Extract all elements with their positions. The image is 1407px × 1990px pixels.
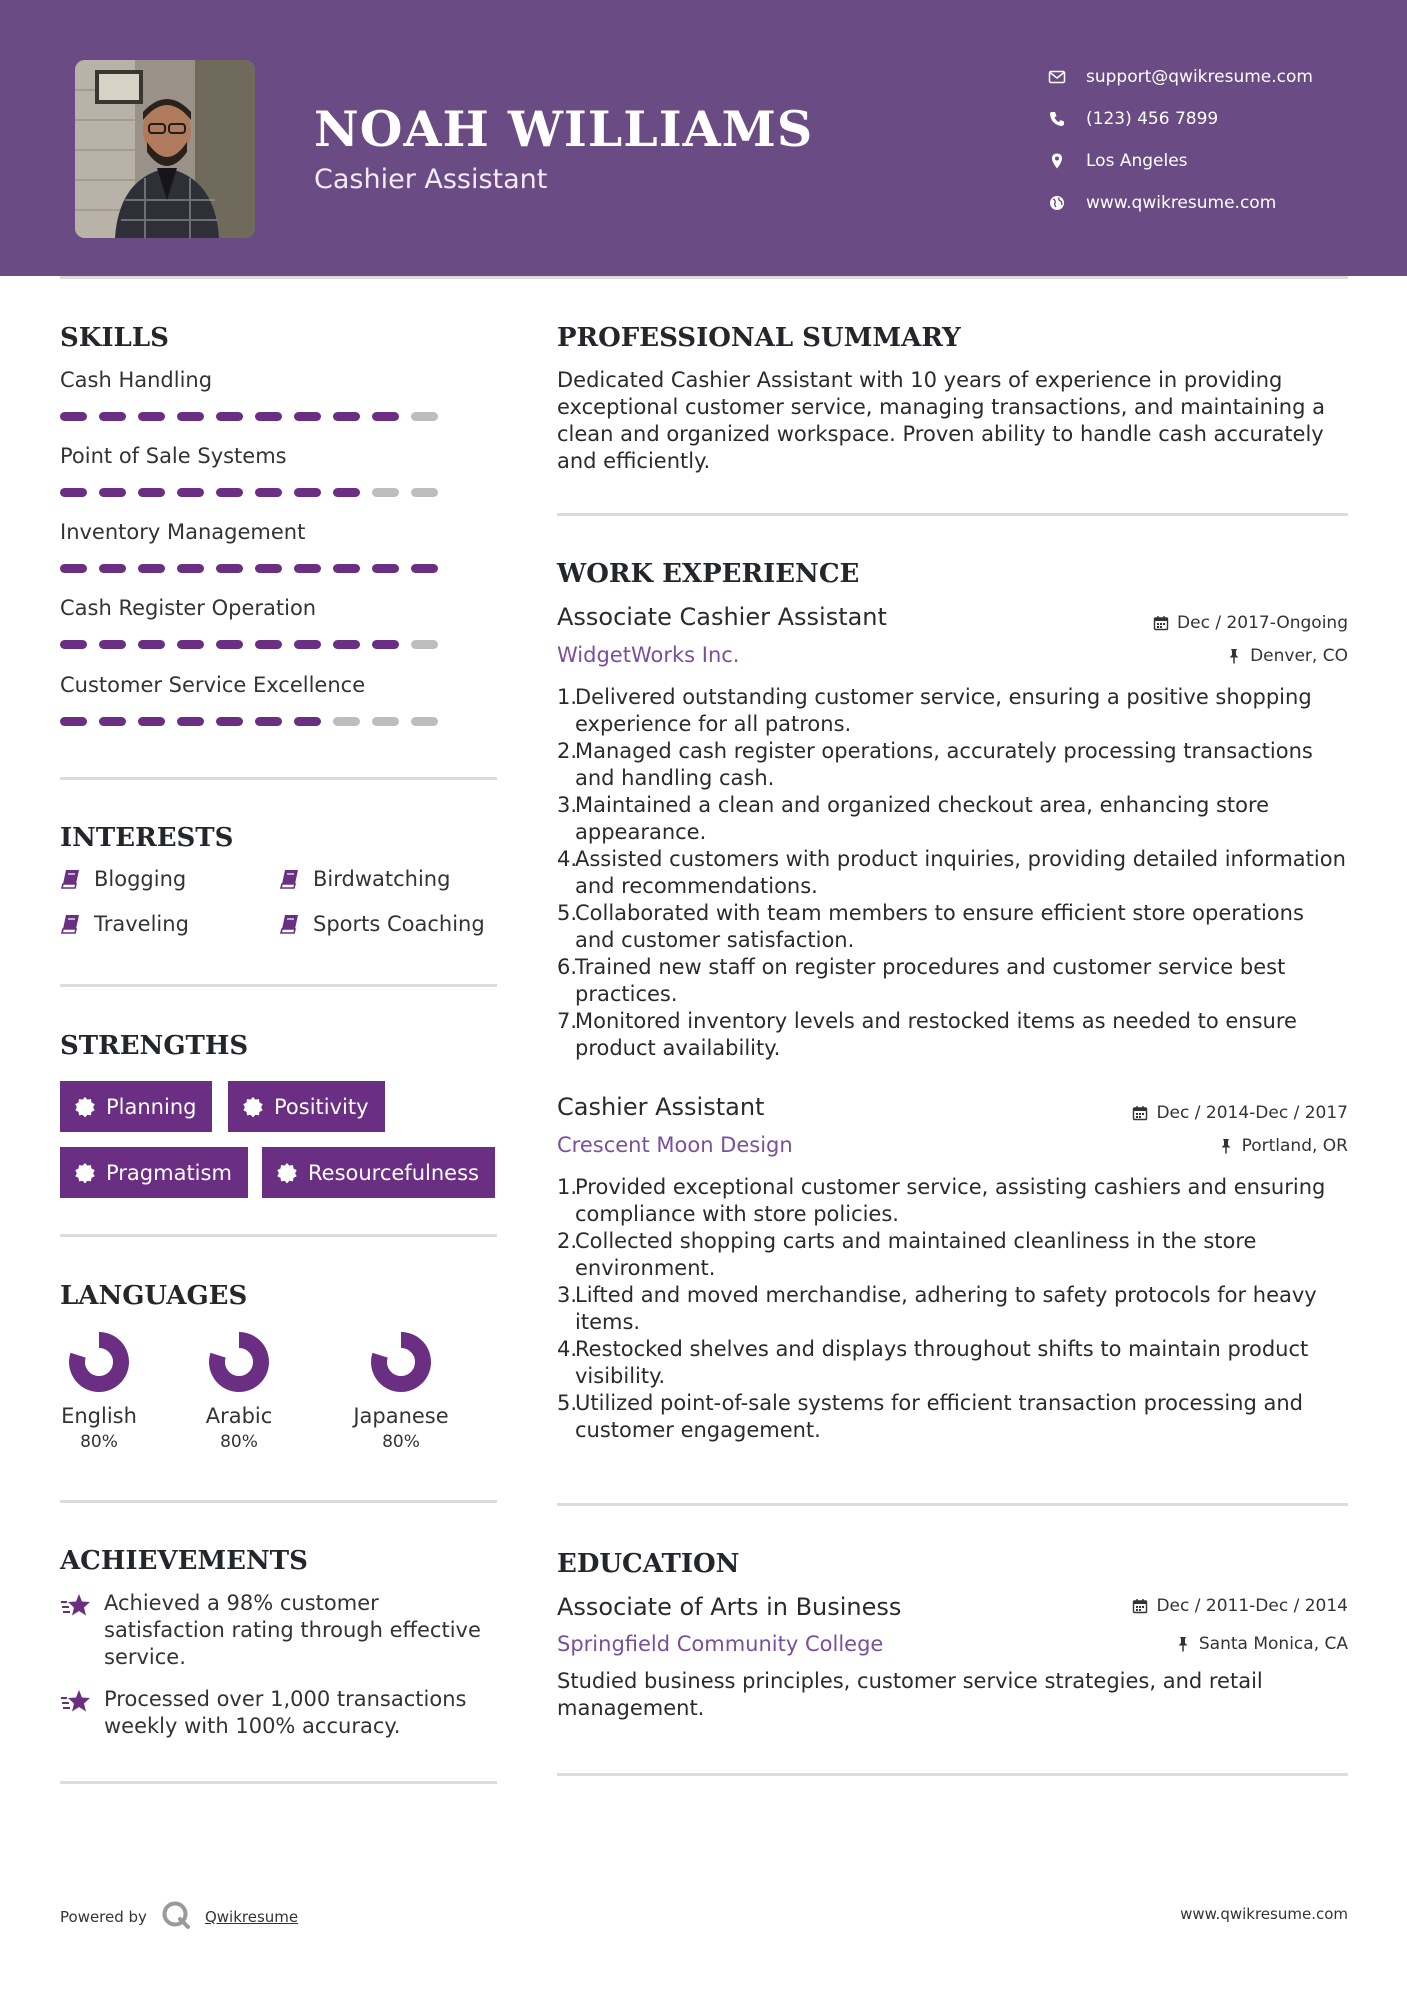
bullet-number: 1. [557,685,578,709]
skill-dot [177,412,204,421]
achievement-item [60,1590,500,1671]
education-location-text: Santa Monica, CA [1198,1634,1348,1654]
book-icon [279,868,301,890]
star-icon [60,1592,92,1620]
bullet-number: 7. [557,1009,578,1033]
skill-dot [294,640,321,649]
language-gauge [369,1330,433,1394]
skill-dot [216,640,243,649]
education-heading: EDUCATION [557,1549,740,1579]
bullet-text: Collected shopping carts and maintained cleanliness in the store environment. [575,1229,1257,1280]
skills-divider [60,777,497,780]
job-location-text: Denver, CO [1250,646,1348,666]
skill-dot [333,717,360,726]
skill-rating [60,564,480,573]
book-icon [60,868,82,890]
interests-divider [60,984,497,987]
job-role: Cashier Assistant [557,1093,765,1121]
footer-powered-by [60,1900,298,1934]
job-bullet [557,1282,1347,1336]
skill-dot [216,717,243,726]
interest-item [279,912,485,936]
job-bullet [557,846,1347,900]
badge-icon [74,1096,96,1118]
interest-item [60,867,186,891]
skill-dot [255,564,282,573]
star-icon [60,1688,92,1716]
strength-tag [228,1081,385,1132]
skill-dot [333,640,360,649]
contact-email-text: support@qwikresume.com [1086,67,1313,87]
skill-dot [372,412,399,421]
bullet-text: Provided exceptional customer service, assisting cashiers and ensuring compliance with store policies. [575,1175,1326,1226]
bullet-text: Assisted customers with product inquiries, providing detailed information and recommendations. [575,847,1346,898]
skill-dot [99,412,126,421]
skill-dot [60,640,87,649]
language-name: English [61,1404,137,1428]
skill-dot [99,717,126,726]
skill-item [60,368,480,421]
powered-by-label: Powered by [60,1908,147,1926]
skill-dot [411,412,438,421]
achievement-text: Processed over 1,000 transactions weekly with 100% accuracy. [104,1687,467,1738]
education-school: Springfield Community College [557,1632,884,1656]
bullet-text: Maintained a clean and organized checkout area, enhancing store appearance. [575,793,1270,844]
education-date-text: Dec / 2011-Dec / 2014 [1156,1596,1348,1616]
bullet-number: 2. [557,739,578,763]
skill-dot [411,488,438,497]
job-bullet [557,738,1347,792]
contact-email[interactable] [1048,56,1378,98]
job-bullets [557,1174,1347,1444]
skills-heading: SKILLS [60,323,169,353]
envelope-icon [1048,68,1086,86]
job-location-text: Portland, OR [1241,1136,1348,1156]
experience-divider [557,1503,1348,1506]
resume-header [0,0,1407,276]
skill-dot [60,717,87,726]
skill-dot [255,488,282,497]
skill-dot [333,412,360,421]
skill-dot [138,564,165,573]
summary-heading: PROFESSIONAL SUMMARY [557,323,961,353]
summary-text: Dedicated Cashier Assistant with 10 years of experience in providing exceptional customer service, managing transactions, and maintaining a clean and organized workspace. Proven ability to handle cash accurately and efficiently. [557,368,1325,473]
job-company: Crescent Moon Design [557,1133,793,1157]
bullet-number: 4. [557,847,578,871]
calendar-icon [1132,1105,1148,1121]
contact-list [1048,56,1378,224]
language-percent: 80% [220,1432,258,1452]
skill-dot [177,640,204,649]
interest-item [279,867,450,891]
job-bullet [557,684,1347,738]
pushpin-icon [1175,1636,1191,1652]
skill-dot [294,564,321,573]
skill-rating [60,640,480,649]
contact-website[interactable] [1048,182,1378,224]
job-location [1218,1136,1348,1156]
skill-dot [255,640,282,649]
strengths-heading: STRENGTHS [60,1031,249,1061]
skill-dot [99,564,126,573]
skill-dot [177,564,204,573]
pushpin-icon [1218,1138,1234,1154]
skill-item [60,596,480,649]
strength-label: Pragmatism [106,1160,232,1185]
skill-name: Inventory Management [60,520,306,544]
skill-dot [138,640,165,649]
phone-icon [1048,110,1086,128]
footer-website[interactable]: www.qwikresume.com [1180,1905,1348,1923]
strengths-divider [60,1234,497,1237]
strength-tag [262,1147,495,1198]
bullet-text: Restocked shelves and displays throughout shifts to maintain product visibility. [575,1337,1309,1388]
skill-dot [60,412,87,421]
strength-label: Positivity [274,1094,369,1119]
language-item [169,1330,309,1452]
job-bullet [557,1008,1347,1062]
education-divider [557,1773,1348,1776]
job-bullet [557,954,1347,1008]
education-text: Studied business principles, customer service strategies, and retail management. [557,1669,1263,1720]
profile-photo [75,60,255,238]
skill-dot [372,717,399,726]
badge-icon [242,1096,264,1118]
languages-divider [60,1500,497,1503]
contact-location [1048,140,1378,182]
skill-rating [60,717,480,726]
contact-location-text: Los Angeles [1086,151,1188,171]
skill-dot [99,488,126,497]
bullet-number: 5. [557,901,578,925]
skill-dot [138,412,165,421]
skill-dot [411,640,438,649]
skill-item [60,444,480,497]
skill-name: Customer Service Excellence [60,673,366,697]
contact-phone-text: (123) 456 7899 [1086,109,1219,129]
skill-dot [99,640,126,649]
bullet-text: Collaborated with team members to ensure efficient store operations and customer satisfaction. [575,901,1304,952]
book-icon [279,913,301,935]
strength-tag [60,1147,248,1198]
bullet-text: Utilized point-of-sale systems for efficient transaction processing and customer engagement. [575,1391,1303,1442]
job-bullet [557,1336,1347,1390]
skill-dot [255,412,282,421]
bullet-text: Delivered outstanding customer service, ensuring a positive shopping experience for all patrons. [575,685,1312,736]
job-bullet [557,1228,1347,1282]
bullet-text: Lifted and moved merchandise, adhering to safety protocols for heavy items. [575,1283,1317,1334]
language-item [29,1330,169,1452]
skill-name: Point of Sale Systems [60,444,287,468]
skill-rating [60,488,480,497]
language-gauge [67,1330,131,1394]
skill-dot [255,717,282,726]
bullet-number: 6. [557,955,578,979]
skill-dot [216,564,243,573]
candidate-title: Cashier Assistant [314,164,548,195]
job-bullet [557,1390,1347,1444]
interest-label: Traveling [94,912,189,936]
achievement-text: Achieved a 98% customer satisfaction rating through effective service. [104,1591,481,1669]
bullet-number: 1. [557,1175,578,1199]
skill-dot [372,488,399,497]
header-divider [60,276,1348,279]
job-bullet [557,1174,1347,1228]
calendar-icon [1153,615,1169,631]
contact-website-text: www.qwikresume.com [1086,193,1277,213]
achievement-item [60,1686,500,1740]
language-name: Arabic [205,1404,273,1428]
job-date [1132,1103,1348,1123]
interest-item [60,912,189,936]
skill-dot [294,412,321,421]
education-location [1175,1634,1348,1654]
interest-label: Sports Coaching [313,912,485,936]
calendar-icon [1132,1598,1148,1614]
job-date-text: Dec / 2017-Ongoing [1177,613,1348,633]
bullet-number: 3. [557,793,578,817]
skill-dot [60,564,87,573]
globe-icon [1048,194,1086,212]
skill-dot [411,564,438,573]
languages-heading: LANGUAGES [60,1281,248,1311]
job-bullet [557,792,1347,846]
skill-dot [333,564,360,573]
skill-dot [333,488,360,497]
education-degree: Associate of Arts in Business [557,1593,902,1621]
language-gauge [207,1330,271,1394]
skill-dot [294,717,321,726]
language-percent: 80% [80,1432,118,1452]
map-pin-icon [1048,152,1086,170]
qwikresume-link[interactable]: Qwikresume [204,1908,299,1926]
pushpin-icon [1226,648,1242,664]
contact-phone[interactable] [1048,98,1378,140]
bullet-text: Trained new staff on register procedures and customer service best practices. [575,955,1286,1006]
job-company: WidgetWorks Inc. [557,643,740,667]
job-role: Associate Cashier Assistant [557,603,887,631]
job-date-text: Dec / 2014-Dec / 2017 [1156,1103,1348,1123]
skill-dot [216,488,243,497]
skill-dot [216,412,243,421]
strength-tag [60,1081,212,1132]
summary-divider [557,513,1348,516]
education-date [1132,1596,1348,1616]
skill-dot [294,488,321,497]
interests-heading: INTERESTS [60,823,234,853]
skill-name: Cash Register Operation [60,596,317,620]
bullet-number: 3. [557,1283,578,1307]
strength-label: Resourcefulness [308,1160,479,1185]
badge-icon [276,1162,298,1184]
skill-item [60,673,480,726]
skill-dot [411,717,438,726]
book-icon [60,913,82,935]
qwikresume-logo-icon [161,1900,191,1934]
job-bullets [557,684,1347,1062]
bullet-text: Managed cash register operations, accurately processing transactions and handling cash. [575,739,1313,790]
job-bullet [557,900,1347,954]
experience-heading: WORK EXPERIENCE [557,559,860,589]
language-name: Japanese [353,1404,449,1428]
language-percent: 80% [382,1432,420,1452]
skill-dot [60,488,87,497]
skill-dot [372,564,399,573]
skill-dot [177,717,204,726]
skill-name: Cash Handling [60,368,213,392]
job-location [1226,646,1348,666]
skill-dot [138,717,165,726]
interest-label: Blogging [94,867,187,891]
bullet-number: 2. [557,1229,578,1253]
job-date [1153,613,1348,633]
bullet-number: 4. [557,1337,578,1361]
skill-dot [372,640,399,649]
candidate-name: NOAH WILLIAMS [314,100,814,158]
interest-label: Birdwatching [313,867,451,891]
badge-icon [74,1162,96,1184]
achievements-heading: ACHIEVEMENTS [60,1546,308,1576]
bullet-number: 5. [557,1391,578,1415]
skill-dot [138,488,165,497]
skill-item [60,520,480,573]
bullet-text: Monitored inventory levels and restocked items as needed to ensure product availability. [575,1009,1297,1060]
language-item [331,1330,471,1452]
achievements-divider [60,1781,497,1784]
skill-rating [60,412,480,421]
skill-dot [177,488,204,497]
strength-label: Planning [106,1094,197,1119]
